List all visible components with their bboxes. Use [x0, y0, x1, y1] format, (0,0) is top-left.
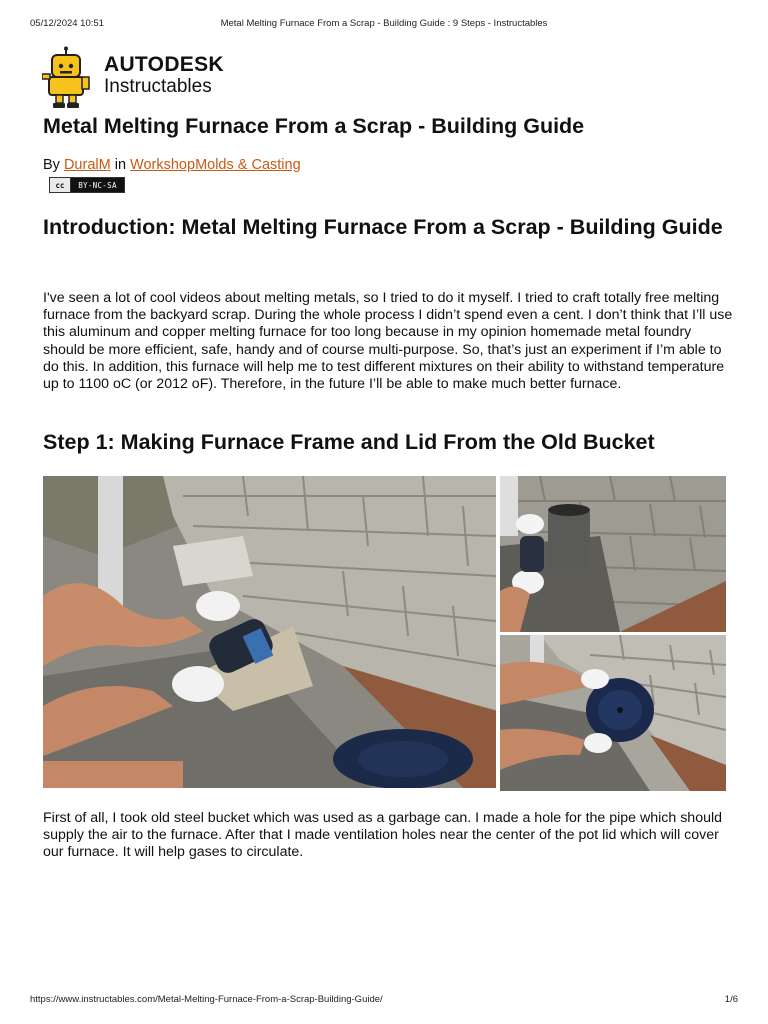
robot-mascot-icon [42, 46, 100, 110]
page-number: 1/6 [724, 994, 738, 1005]
author-link[interactable]: DuralM [63, 157, 111, 173]
category-workshop-link[interactable]: Workshop [130, 157, 196, 173]
brand-instructables: Instructables [104, 76, 212, 97]
article-title: Metal Melting Furnace From a Scrap - Building Guide [43, 114, 585, 138]
byline-in: in [114, 157, 127, 173]
byline [43, 157, 301, 173]
intro-heading: Introduction: Metal Melting Furnace From a Scrap - Building Guide [43, 215, 723, 239]
step1-photo-bucket-drilling[interactable] [500, 476, 726, 632]
step1-heading: Step 1: Making Furnace Frame and Lid From the Old Bucket [43, 430, 655, 454]
print-header [0, 18, 768, 32]
license-terms: BY-NC-SA [71, 178, 124, 192]
brand-autodesk: AUTODESK [104, 53, 224, 76]
category-molds-casting-link[interactable]: Molds & Casting [195, 157, 301, 173]
cc-icon: cc [50, 178, 71, 192]
page-url: https://www.instructables.com/Metal-Melting-Furnace-From-a-Scrap-Building-Guide/ [30, 994, 383, 1005]
brand-wordmark [104, 54, 224, 96]
print-timestamp: 05/12/2024 10:51 [30, 18, 104, 29]
step1-photo-grinding-bucket[interactable] [43, 476, 496, 788]
cc-license-badge[interactable] [49, 177, 125, 193]
print-page-title: Metal Melting Furnace From a Scrap - Building Guide : 9 Steps - Instructables [220, 18, 548, 29]
print-footer [0, 994, 768, 1008]
step1-photo-lid-drilling[interactable] [500, 635, 726, 791]
instructables-logo[interactable] [42, 46, 272, 110]
step1-paragraph: First of all, I took old steel bucket which was used as a garbage can. I made a hole for the pipe which should supply the air to the furnace. After that I made ventilation holes near the center of the pot lid which will cover our furnace. It will help gases to circulate. [43, 810, 723, 861]
intro-paragraph: I've seen a lot of cool videos about melting metals, so I tried to do it myself. I tried to craft totally free melting furnace from the backyard scrap. During the whole process I didn’t spend even a cent. I don’t think that I’ll use this aluminum and copper melting furnace for too long because in my opinion homemade metal foundry should be more efficient, safe, handy and of course multi-purpose. So, that’s just an experiment if I’m able to do this. In addition, this furnace will help me to test different mixtures on their ability to withstand temperature up to 1100 oC (or 2012 oF). Therefore, in the future I’ll be able to make much better furnace. [43, 290, 733, 393]
byline-by: By [43, 157, 60, 173]
